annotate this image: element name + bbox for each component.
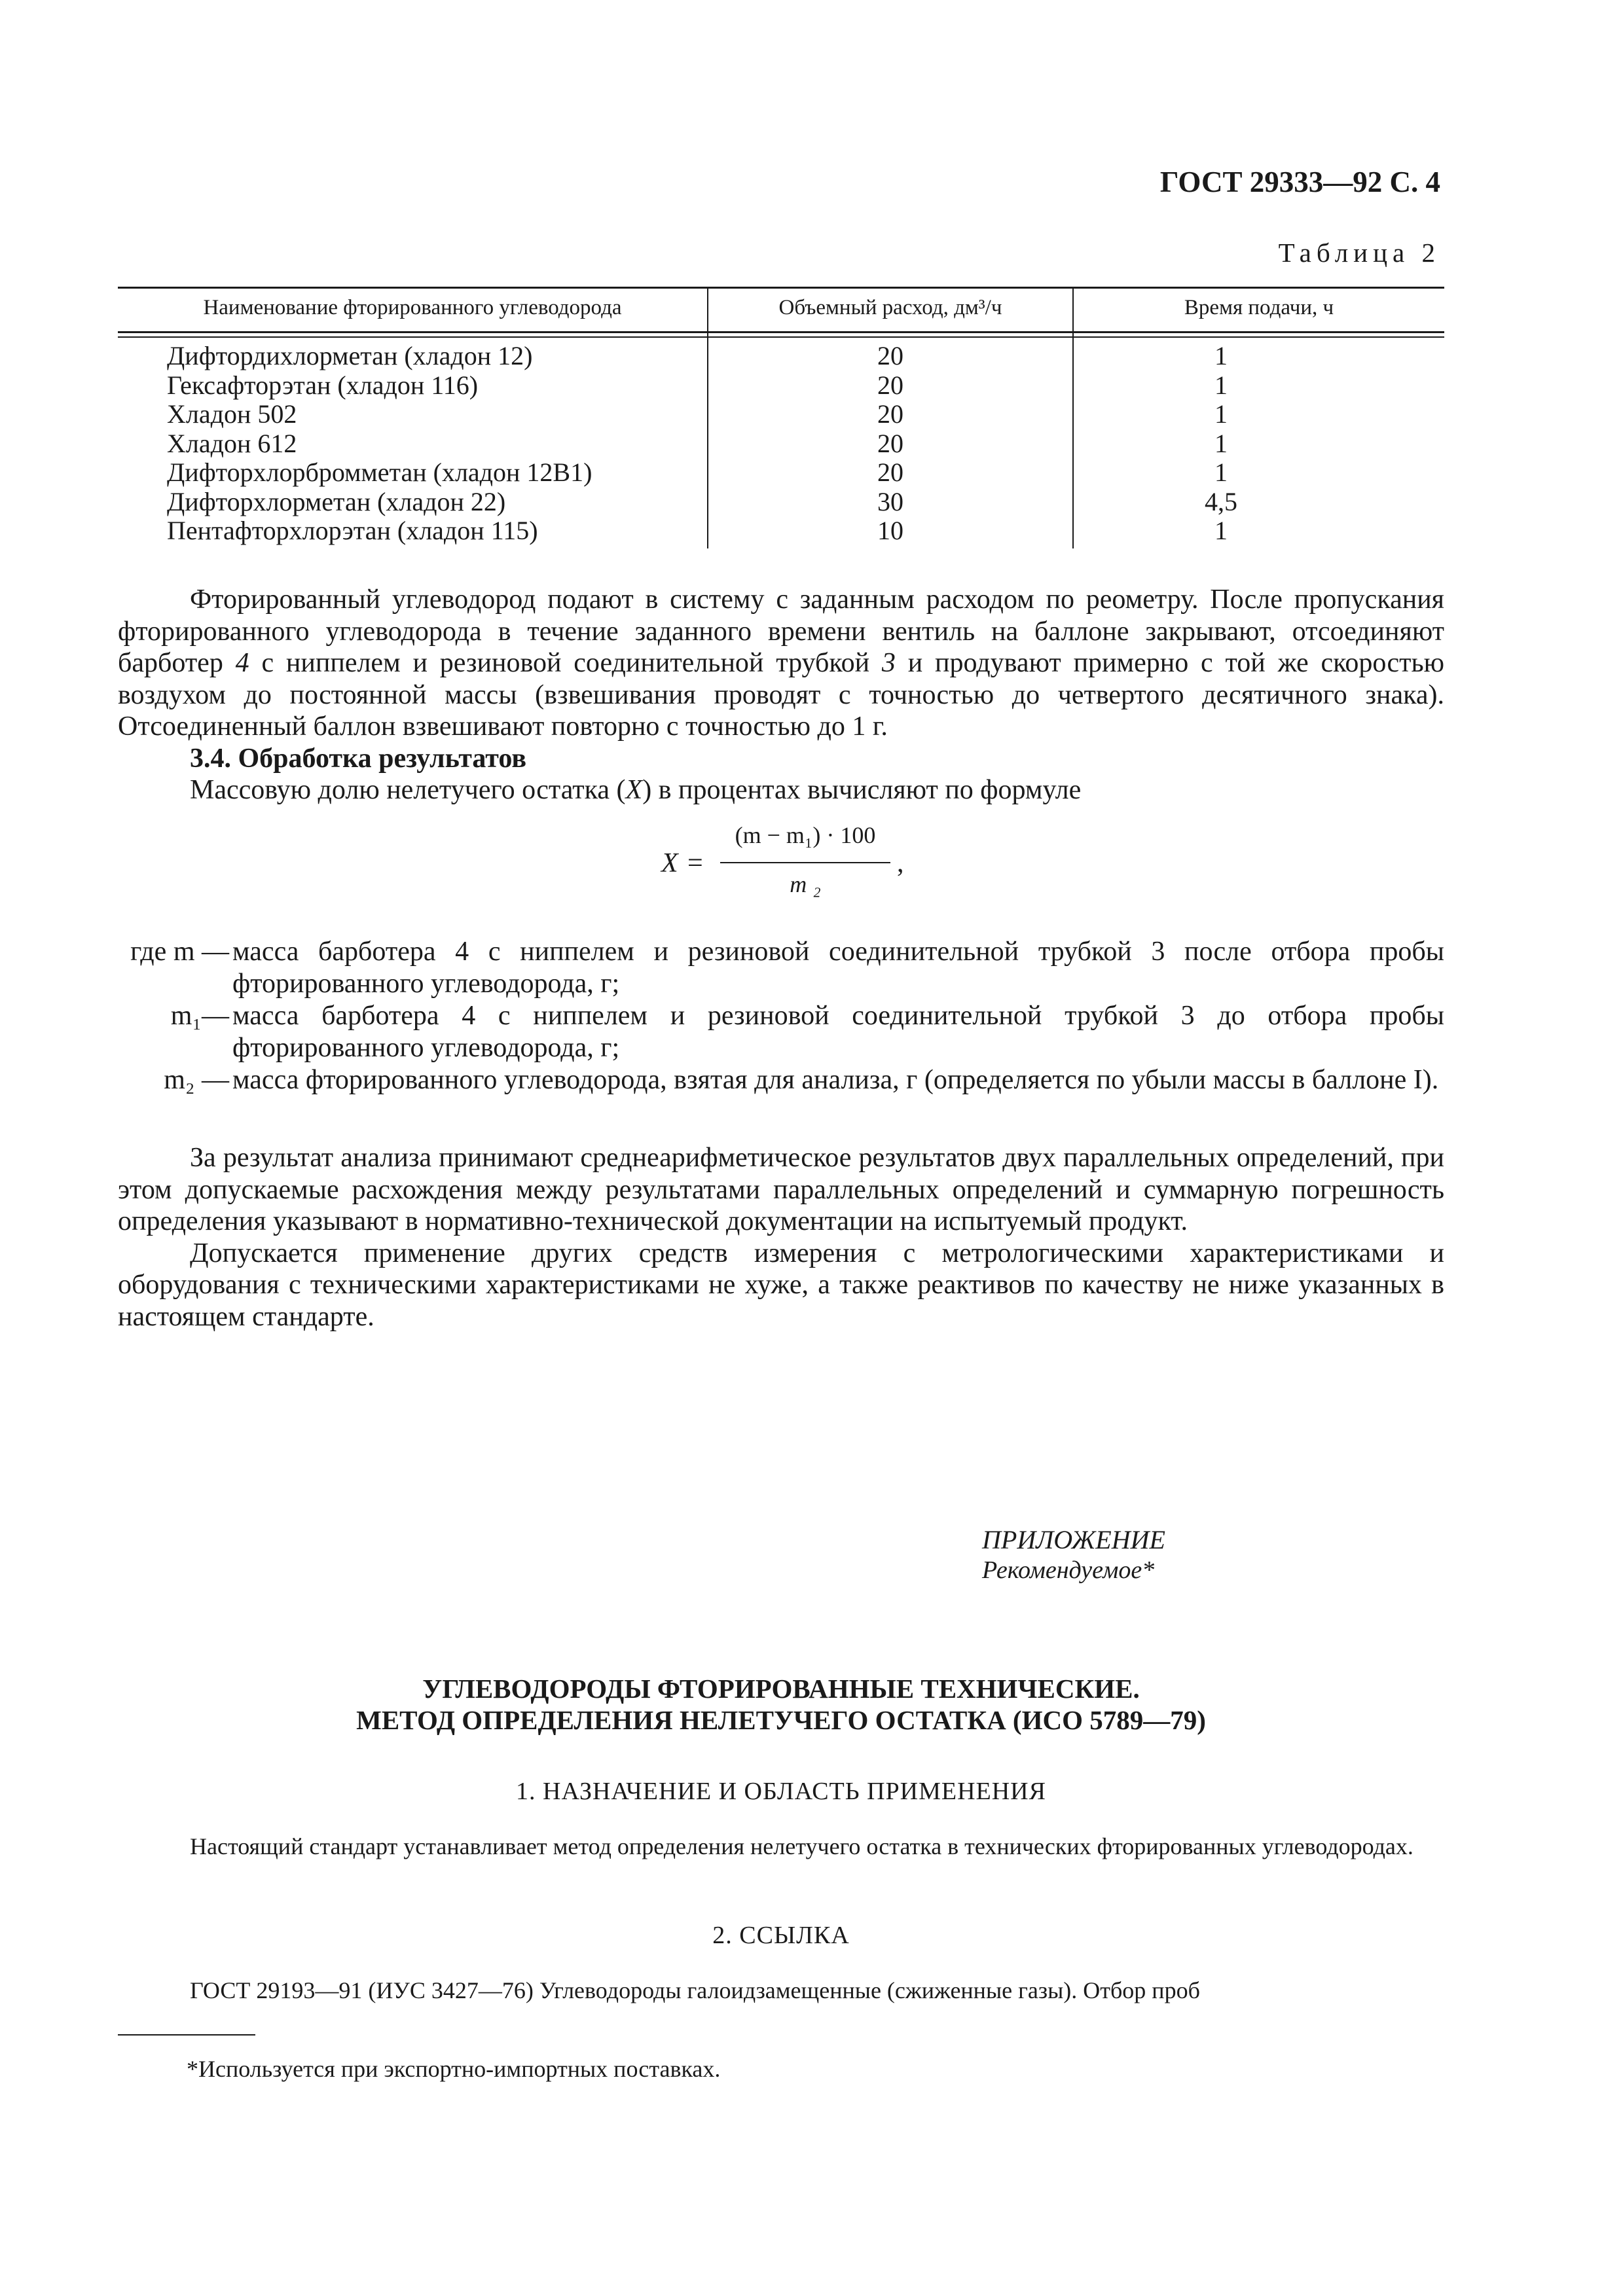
section-1-text bbox=[118, 1833, 1444, 1861]
text-run: Массовую долю нелетучего остатка ( bbox=[190, 775, 626, 805]
definition-text: масса барботера 4 с ниппелем и резиновой соединительной трубкой 3 до отбора пробы фторированного углеводорода, г; bbox=[232, 1001, 1444, 1063]
table-header-flow: Объемный расход, дм³/ч bbox=[778, 296, 1002, 319]
footnote-rule bbox=[118, 2034, 255, 2036]
cell-name: Гексафторэтан (хладон 116) bbox=[167, 370, 479, 400]
table-header-rule bbox=[118, 331, 1444, 333]
definition-item bbox=[118, 1064, 1444, 1096]
table-header-time: Время подачи, ч bbox=[1184, 296, 1334, 319]
table-header-rule-double bbox=[118, 336, 1444, 338]
cell-name: Дифторхлорметан (хладон 22) bbox=[167, 486, 506, 516]
text-run: Фторированный углеводород подают в систему с заданным расходом по реометру. После пропускания фторированного углеводорода в течение заданного времени вентиль на баллоне закрывают, отсоединяют барботер bbox=[118, 584, 1444, 678]
section-1-paragraph: Настоящий стандарт устанавливает метод определения нелетучего остатка в технических фторированных углеводородах. bbox=[190, 1833, 1413, 1859]
formula-lhs: X bbox=[661, 848, 678, 878]
table-body bbox=[118, 342, 1444, 546]
definition-term: m₁— bbox=[170, 1001, 229, 1031]
title-line: МЕТОД ОПРЕДЕЛЕНИЯ НЕЛЕТУЧЕГО ОСТАТКА (ИСО 5789—79) bbox=[356, 1705, 1206, 1735]
cell-flow: 10 bbox=[877, 516, 903, 545]
formula-numerator: (m − m₁) · 100 bbox=[735, 822, 876, 848]
table-header-name: Наименование фторированного углеводорода bbox=[203, 296, 622, 319]
table-row bbox=[118, 488, 1444, 517]
paragraph-allowance: Допускается применение других средств измерения с метрологическими характеристиками и оборудования с техническими характеристиками не хуже, а также реактивов по качеству не ниже указанных в настоящем стандарте. bbox=[118, 1238, 1444, 1332]
footnote: *Используется при экспортно-импортных поставках. bbox=[187, 2056, 721, 2082]
table-label: Таблица 2 bbox=[1278, 238, 1440, 268]
cell-time: 1 bbox=[1214, 341, 1228, 370]
text-run: 4 bbox=[235, 648, 249, 678]
paragraph-result: За результат анализа принимают среднеарифметическое результатов двух параллельных определений, при этом допускаемые расхождения между результатами параллельных определений и суммарную погрешность определения указывают в нормативно-технической документации на испытуемый продукт. bbox=[118, 1143, 1444, 1236]
definition-text: масса фторированного углеводорода, взятая для анализа, г (определяется по убыли массы в баллоне I). bbox=[232, 1065, 1439, 1095]
cell-name: Дифторхлорбромметан (хладон 12В1) bbox=[167, 457, 593, 487]
definition-item bbox=[118, 1000, 1444, 1064]
table-row bbox=[118, 458, 1444, 488]
cell-flow: 30 bbox=[877, 486, 903, 516]
text-run: 3 bbox=[881, 648, 896, 678]
table-row bbox=[118, 342, 1444, 371]
table-row bbox=[118, 429, 1444, 459]
formula-equals: = bbox=[687, 848, 703, 878]
cell-time: 1 bbox=[1214, 370, 1228, 400]
table-row bbox=[118, 516, 1444, 546]
section-2-text bbox=[118, 1977, 1444, 2005]
formula-denominator: m ₂ bbox=[790, 871, 821, 897]
definition-term: где m — bbox=[130, 937, 229, 967]
paragraph-formula-intro bbox=[118, 774, 1444, 806]
definitions bbox=[118, 936, 1444, 1096]
formula bbox=[655, 821, 917, 913]
document-title bbox=[118, 1673, 1444, 1736]
title-line: УГЛЕВОДОРОДЫ ФТОРИРОВАННЫЕ ТЕХНИЧЕСКИЕ. bbox=[422, 1674, 1140, 1704]
cell-time: 1 bbox=[1214, 516, 1228, 545]
paragraph-procedure bbox=[118, 584, 1444, 743]
cell-flow: 20 bbox=[877, 341, 903, 370]
text-run: с ниппелем и резиновой соединительной трубкой bbox=[249, 648, 882, 678]
formula-fraction-bar bbox=[720, 862, 890, 863]
cell-flow: 20 bbox=[877, 370, 903, 400]
cell-name: Хладон 612 bbox=[167, 428, 297, 458]
section-1-heading: 1. НАЗНАЧЕНИЕ И ОБЛАСТЬ ПРИМЕНЕНИЯ bbox=[516, 1778, 1046, 1805]
section-heading-3-4: 3.4. Обработка результатов bbox=[190, 743, 527, 774]
cell-time: 1 bbox=[1214, 457, 1228, 487]
cell-time: 4,5 bbox=[1205, 486, 1237, 516]
appendix-subtitle: Рекомендуемое* bbox=[982, 1556, 1155, 1584]
cell-flow: 20 bbox=[877, 428, 903, 458]
body-text-after bbox=[118, 1142, 1444, 1333]
text-run: и продувают примерно с той же скоростью воздухом до постоянной массы (взвешивания проводят с точностью до четвертого десятичного знака). Отсоединенный баллон взвешивают повторно с точностью до 1 г. bbox=[118, 648, 1444, 742]
section-2-heading: 2. ССЫЛКА bbox=[712, 1922, 850, 1949]
section-2-paragraph: ГОСТ 29193—91 (ИУС 3427—76) Углеводороды галоидзамещенные (сжиженные газы). Отбор проб bbox=[190, 1977, 1200, 2003]
cell-name: Пентафторхлорэтан (хладон 115) bbox=[167, 516, 538, 545]
body-text bbox=[118, 584, 1444, 806]
cell-flow: 20 bbox=[877, 457, 903, 487]
table-row bbox=[118, 371, 1444, 401]
appendix-label bbox=[982, 1525, 1401, 1585]
definition-item bbox=[118, 936, 1444, 1000]
cell-time: 1 bbox=[1214, 428, 1228, 458]
page-header: ГОСТ 29333—92 С. 4 bbox=[1159, 166, 1440, 198]
text-run: ) в процентах вычисляют по формуле bbox=[642, 775, 1082, 805]
formula-comma: , bbox=[897, 848, 904, 878]
cell-name: Дифтордихлорметан (хладон 12) bbox=[167, 341, 533, 370]
table-top-rule bbox=[118, 287, 1444, 289]
cell-name: Хладон 502 bbox=[167, 399, 297, 429]
definition-term: m₂ — bbox=[164, 1065, 229, 1095]
appendix-title: ПРИЛОЖЕНИЕ bbox=[982, 1525, 1165, 1554]
definition-text: масса барботера 4 с ниппелем и резиновой соединительной трубкой 3 после отбора пробы фторированного углеводорода, г; bbox=[232, 937, 1444, 999]
table-row bbox=[118, 400, 1444, 429]
text-run: X bbox=[625, 775, 643, 805]
cell-time: 1 bbox=[1214, 399, 1228, 429]
cell-flow: 20 bbox=[877, 399, 903, 429]
